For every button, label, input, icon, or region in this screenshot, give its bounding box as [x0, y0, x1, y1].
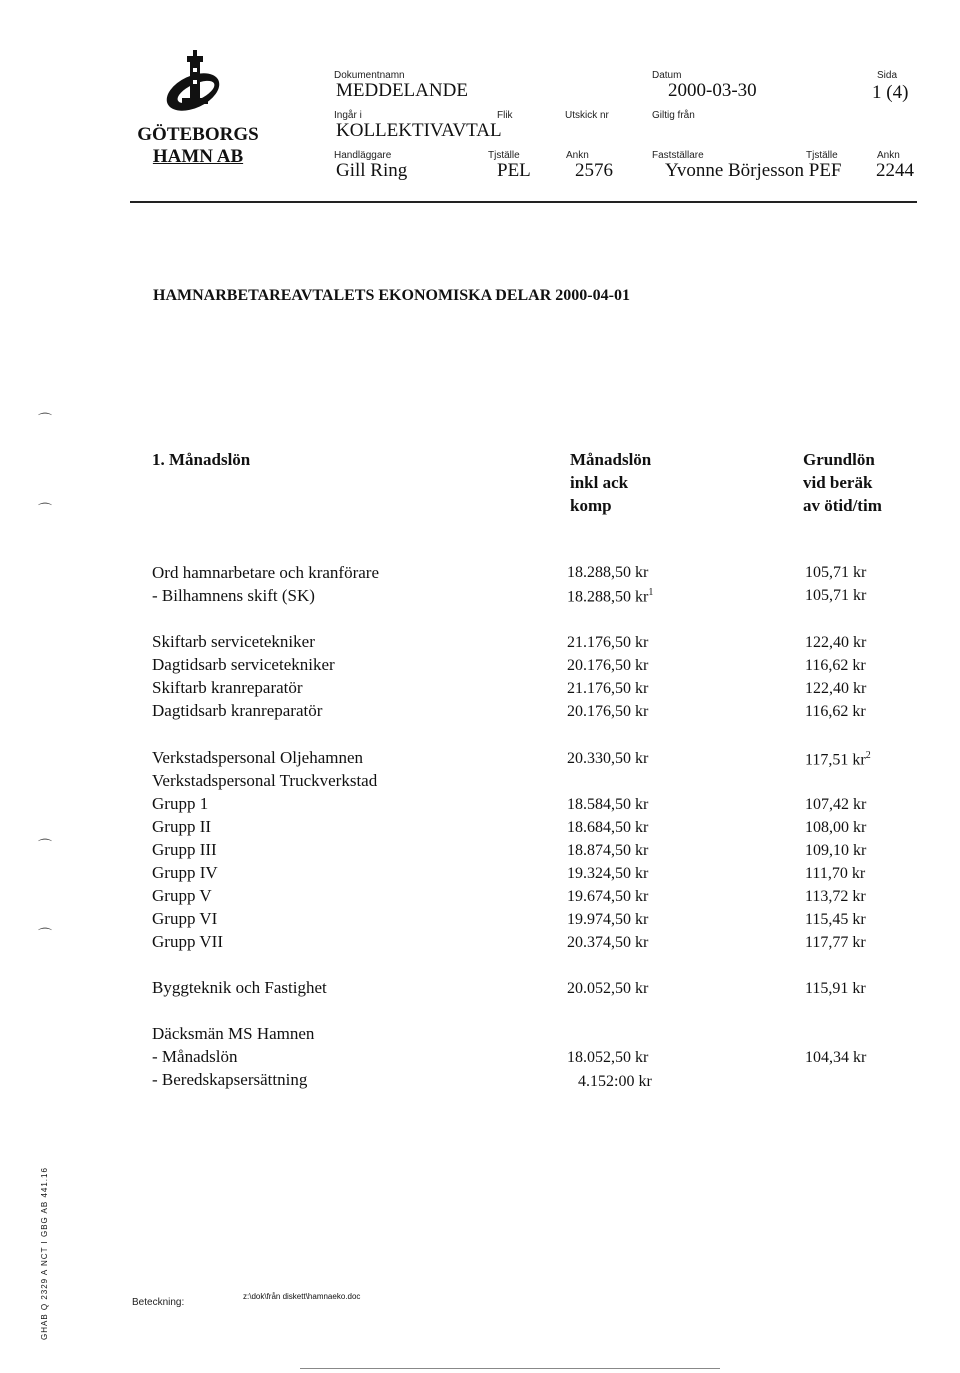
row-base: 109,10 kr	[805, 842, 867, 859]
row-monthly: 18.684,50 kr	[567, 819, 649, 836]
utskick-label: Utskick nr	[565, 110, 609, 121]
row-label: Skiftarb servicetekniker	[152, 632, 315, 651]
row-base: 115,45 kr	[805, 911, 866, 928]
row-label: Verkstadspersonal Oljehamnen	[152, 748, 364, 767]
col2-header	[803, 448, 882, 517]
section-heading: 1. Månadslön	[152, 450, 251, 469]
row-label: Grupp VI	[152, 909, 218, 928]
row-base: 111,70 kr	[805, 865, 866, 882]
col1-header-line: Månadslön	[570, 450, 652, 469]
punch-mark: ⌒	[38, 929, 52, 944]
row-label: Ord hamnarbetare och kranförare	[152, 563, 380, 582]
company-name-line1: GÖTEBORGS	[137, 124, 259, 145]
header-divider	[130, 201, 917, 203]
form-code: GHAB Q 2329 A NCT I GBG AB 441.16	[40, 1167, 49, 1340]
row-label: Grupp II	[152, 817, 212, 836]
row-monthly	[567, 587, 653, 606]
footnote-ref-1: 1	[648, 587, 654, 598]
row-label: Grupp V	[152, 886, 212, 905]
row-monthly: 19.324,50 kr	[567, 865, 649, 882]
row-base: 116,62 kr	[805, 703, 866, 720]
ankn-value-2: 2244	[876, 160, 914, 181]
bottom-edge-line	[300, 1368, 720, 1369]
row-base: 122,40 kr	[805, 634, 867, 651]
row-monthly: 21.176,50 kr	[567, 680, 649, 697]
row-base: 116,62 kr	[805, 657, 866, 674]
row-base	[805, 750, 871, 769]
row-label: - Månadslön	[152, 1047, 238, 1066]
footnote-ref-2: 2	[865, 750, 871, 761]
sida-label: Sida	[877, 70, 898, 81]
row-monthly: 20.374,50 kr	[567, 934, 649, 951]
ingar-i-label: Ingår i	[334, 110, 362, 121]
dokumentnamn-label: Dokumentnamn	[334, 70, 405, 81]
ankn-value-1: 2576	[575, 160, 613, 181]
file-path: z:\dok\från diskett\hamnaeko.doc	[243, 1292, 361, 1301]
row-base: 108,00 kr	[805, 819, 867, 836]
faststallare-value: Yvonne Börjesson PEF	[665, 160, 842, 181]
ankn-label-1: Ankn	[566, 150, 589, 161]
row-base: 122,40 kr	[805, 680, 867, 697]
row-label: Skiftarb kranreparatör	[152, 678, 303, 697]
row-monthly: 4.152:00 kr	[578, 1073, 652, 1090]
row-label: Byggteknik och Fastighet	[152, 978, 327, 997]
datum-value: 2000-03-30	[668, 80, 757, 101]
row-label: Dagtidsarb kranreparatör	[152, 701, 323, 720]
document-title: HAMNARBETAREAVTALETS EKONOMISKA DELAR 2000-04-01	[153, 287, 630, 304]
col1-header-line: inkl ack	[570, 473, 629, 492]
row-monthly: 20.330,50 kr	[567, 750, 649, 767]
row-base: 104,34 kr	[805, 1049, 867, 1066]
row-base: 113,72 kr	[805, 888, 866, 905]
handlaggare-label: Handläggare	[334, 150, 392, 161]
row-base: 117,77 kr	[805, 934, 866, 951]
col2-header-line: av ötid/tim	[803, 496, 882, 515]
row-base: 105,71 kr	[805, 587, 867, 604]
row-label: Dagtidsarb servicetekniker	[152, 655, 335, 674]
row-label: - Beredskapsersättning	[152, 1070, 308, 1089]
handlaggare-value: Gill Ring	[336, 160, 408, 181]
col2-header-line: Grundlön	[803, 450, 875, 469]
datum-label: Datum	[652, 70, 682, 81]
row-monthly: 20.176,50 kr	[567, 703, 649, 720]
lighthouse-logo	[160, 50, 230, 120]
beteckning-label: Beteckning:	[132, 1297, 185, 1308]
row-monthly: 18.288,50 kr	[567, 564, 649, 581]
row-monthly: 20.176,50 kr	[567, 657, 649, 674]
col1-header	[570, 448, 651, 517]
flik-label: Flik	[497, 110, 513, 121]
row-monthly: 18.052,50 kr	[567, 1049, 649, 1066]
row-monthly: 20.052,50 kr	[567, 980, 649, 997]
row-label: Verkstadspersonal Truckverkstad	[152, 771, 378, 790]
row-label: Grupp IV	[152, 863, 218, 882]
row-monthly: 19.974,50 kr	[567, 911, 649, 928]
row-label: Grupp III	[152, 840, 217, 859]
punch-mark: ⌒	[38, 504, 52, 519]
row-base: 115,91 kr	[805, 980, 866, 997]
col1-header-line: komp	[570, 496, 612, 515]
row-base: 107,42 kr	[805, 796, 867, 813]
tjstalle-label-1: Tjställe	[488, 150, 520, 161]
row-monthly-value: 18.288,50 kr	[567, 588, 649, 606]
punch-mark: ⌒	[38, 840, 52, 855]
faststallare-label: Fastställare	[652, 150, 704, 161]
ankn-label-2: Ankn	[877, 150, 900, 161]
row-monthly: 19.674,50 kr	[567, 888, 649, 905]
company-name-line2: HAMN AB	[152, 146, 244, 167]
row-label: Grupp 1	[152, 794, 209, 813]
row-label: Grupp VII	[152, 932, 223, 951]
dokumentnamn-value: MEDDELANDE	[336, 80, 468, 101]
row-base: 105,71 kr	[805, 564, 867, 581]
row-label: - Bilhamnens skift (SK)	[152, 586, 315, 605]
tjstalle-value-1: PEL	[497, 160, 531, 181]
ingar-i-value: KOLLEKTIVAVTAL	[336, 120, 502, 141]
giltig-label: Giltig från	[652, 110, 695, 121]
row-base-value: 117,51 kr	[805, 751, 866, 769]
row-monthly: 18.874,50 kr	[567, 842, 649, 859]
row-monthly: 18.584,50 kr	[567, 796, 649, 813]
sida-value: 1 (4)	[872, 82, 909, 103]
col2-header-line: vid beräk	[803, 473, 873, 492]
punch-mark: ⌒	[38, 414, 52, 429]
row-label: Däcksmän MS Hamnen	[152, 1024, 315, 1043]
tjstalle-label-2: Tjställe	[806, 150, 838, 161]
row-monthly: 21.176,50 kr	[567, 634, 649, 651]
